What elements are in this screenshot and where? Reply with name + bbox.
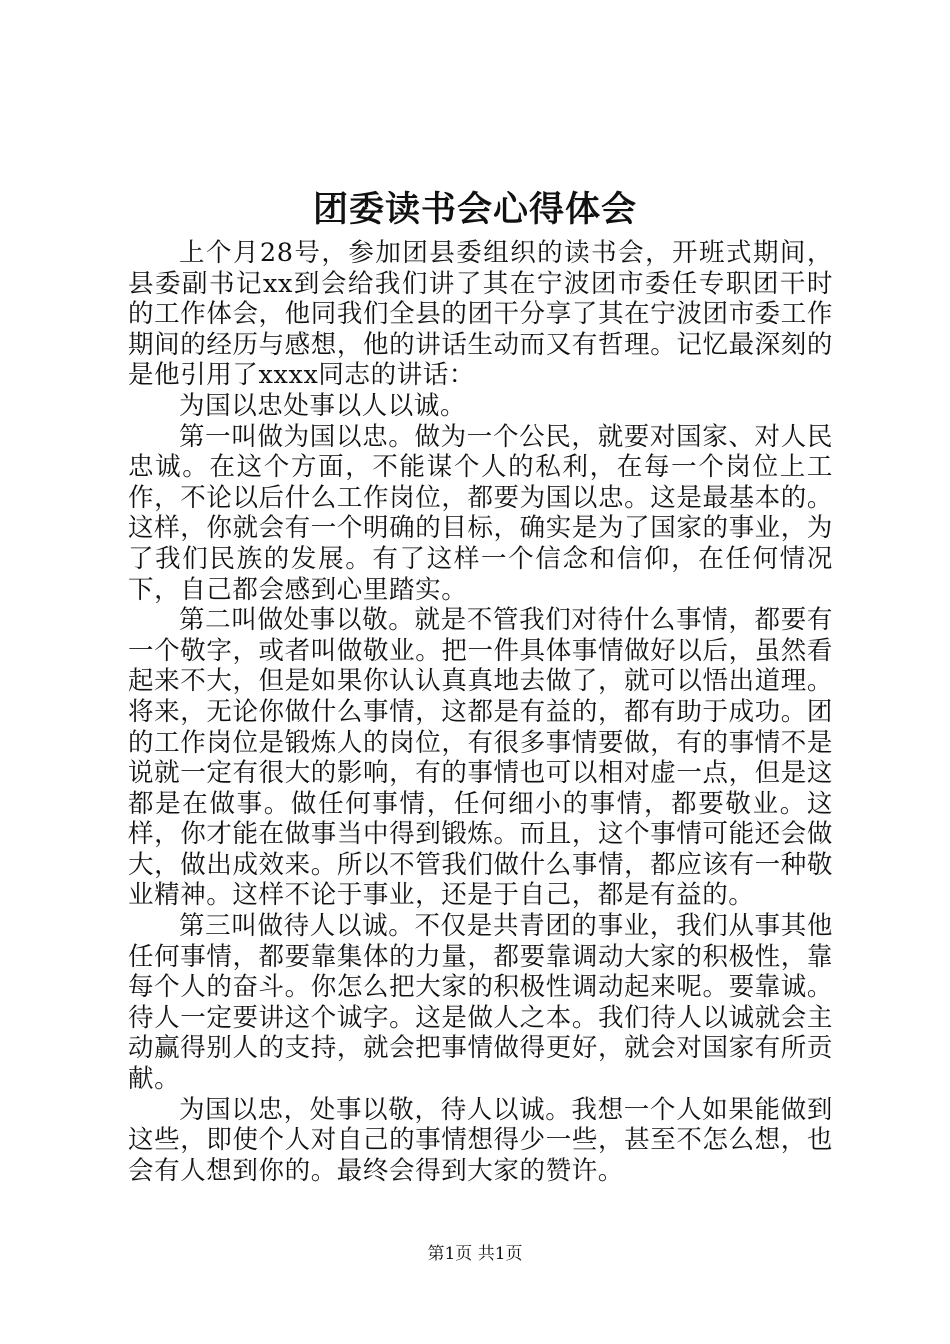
document-body (128, 238, 833, 1186)
paragraph-loyalty: 第一叫做为国以忠。做为一个公民，就要对国家、对人民忠诚。在这个方面，不能谋个人的私利，在每一个岗位上工作，不论以后什么工作岗位，都要为国以忠。这是最基本的。这样，你就会有一个明确的目标，确实是为了国家的事业，为了我们民族的发展。有了这样一个信念和信仰，在任何情况下，自己都会感到心里踏实。 (128, 421, 833, 605)
paragraph-quote: 为国以忠处事以人以诚。 (179, 390, 467, 421)
document-title: 团委读书会心得体会 (312, 189, 637, 230)
paragraph-respect: 第二叫做处事以敬。就是不管我们对待什么事情，都要有一个敬字，或者叫做敬业。把一件具体事情做好以后，虽然看起来不大，但是如果你认认真真地去做了，就可以悟出道理。将来，无论你做什么事情，这都是有益的，都有助于成功。团的工作岗位是锻炼人的岗位，有很多事情要做，有的事情不是说就一定有很大的影响，有的事情也可以相对虚一点，但是这都是在做事。做任何事情，任何细小的事情，都要敬业。这样，你才能在做事当中得到锻炼。而且，这个事情可能还会做大，做出成效来。所以不管我们做什么事情，都应该有一种敬业精神。这样不论于事业，还是于自己，都是有益的。 (128, 605, 833, 911)
paragraph-intro: 上个月28号，参加团县委组织的读书会，开班式期间，县委副书记xx到会给我们讲了其在宁波团市委任专职团干时的工作体会，他同我们全县的团干分享了其在宁波团市委工作期间的经历与感想，他的讲话生动而又有哲理。记忆最深刻的是他引用了xxxx同志的讲话： (128, 238, 833, 391)
paragraph-conclusion: 为国以忠，处事以敬，待人以诚。我想一个人如果能做到这些，即使个人对自己的事情想得少一些，甚至不怎么想，也会有人想到你的。最终会得到大家的赞许。 (128, 1094, 833, 1186)
paragraph-sincerity: 第三叫做待人以诚。不仅是共青团的事业，我们从事其他任何事情，都要靠集体的力量，都要靠调动大家的积极性，靠每个人的奋斗。你怎么把大家的积极性调动起来呢。要靠诚。待人一定要讲这个诚字。这是做人之本。我们待人以诚就会主动赢得别人的支持，就会把事情做得更好，就会对国家有所贡献。 (128, 911, 833, 1095)
page-footer: 第1页 共1页 (427, 1244, 523, 1264)
